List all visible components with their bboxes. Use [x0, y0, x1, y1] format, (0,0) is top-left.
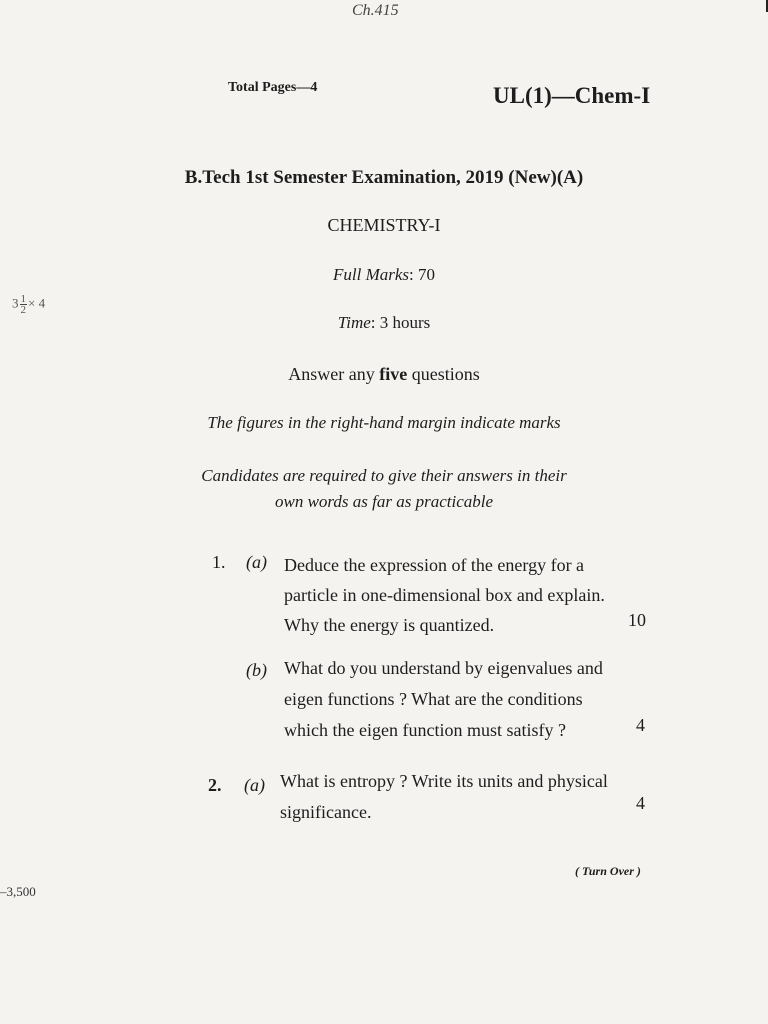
q1b-line-1: What do you understand by eigenvalues and: [284, 658, 603, 678]
question-1b-text: [284, 653, 603, 746]
q1b-line-3: which the eigen function must satisfy ?: [284, 720, 566, 740]
question-1a-text: [284, 550, 605, 640]
margin-num: 1: [20, 293, 26, 305]
instruction: [0, 364, 768, 385]
question-1a-marks: 10: [628, 610, 646, 630]
margin-fraction: [20, 294, 28, 315]
question-2a-label: (a): [244, 775, 265, 795]
question-1-number: 1.: [212, 552, 226, 572]
q1a-line-3: Why the energy is quantized.: [284, 615, 495, 635]
q1a-line-2: particle in one-dimensional box and explain.: [284, 585, 605, 605]
question-2a-text: [280, 766, 608, 828]
exam-title: B.Tech 1st Semester Examination, 2019 (New)(A): [184, 167, 584, 188]
instruction-bold: five: [379, 364, 408, 384]
q1b-line-2: eigen functions ? What are the conditions: [284, 689, 583, 709]
time-value: : 3 hours: [370, 313, 431, 332]
time-allowed: [0, 313, 768, 333]
instruction-prefix: Answer any: [288, 364, 380, 384]
question-1b-marks: 4: [636, 715, 645, 735]
q1a-line-1: Deduce the expression of the energy for a: [284, 555, 585, 575]
full-marks: [0, 265, 768, 285]
margin-marks-note: The figures in the right-hand margin indicate marks: [207, 413, 561, 432]
handwritten-code: Ch.415: [352, 2, 399, 19]
question-1b-label: (b): [246, 660, 267, 680]
time-label: Time: [337, 313, 371, 332]
paper-code: UL(1)—Chem-I: [493, 83, 651, 108]
candidates-note: [0, 463, 768, 515]
margin-whole: 3: [12, 295, 19, 311]
instruction-suffix: questions: [407, 364, 480, 384]
question-1a-label: (a): [246, 552, 267, 572]
margin-note-fraction: [12, 294, 45, 315]
candidates-note-line-2: own words as far as practicable: [274, 492, 494, 511]
margin-tail: × 4: [28, 295, 46, 311]
full-marks-label: Full Marks: [332, 265, 410, 284]
q2a-line-2: significance.: [280, 802, 372, 822]
turn-over: ( Turn Over ): [575, 864, 641, 878]
q2a-line-1: What is entropy ? Write its units and physical: [280, 771, 608, 791]
question-2a-marks: 4: [636, 793, 645, 813]
print-count: –3,500: [0, 884, 36, 899]
question-2-number: 2.: [208, 775, 222, 795]
margin-den: 2: [20, 304, 26, 316]
full-marks-value: : 70: [409, 265, 435, 284]
total-pages: Total Pages—4: [228, 80, 318, 95]
candidates-note-line-1: Candidates are required to give their answers in their: [201, 466, 567, 485]
subject-title: CHEMISTRY-I: [327, 215, 441, 235]
